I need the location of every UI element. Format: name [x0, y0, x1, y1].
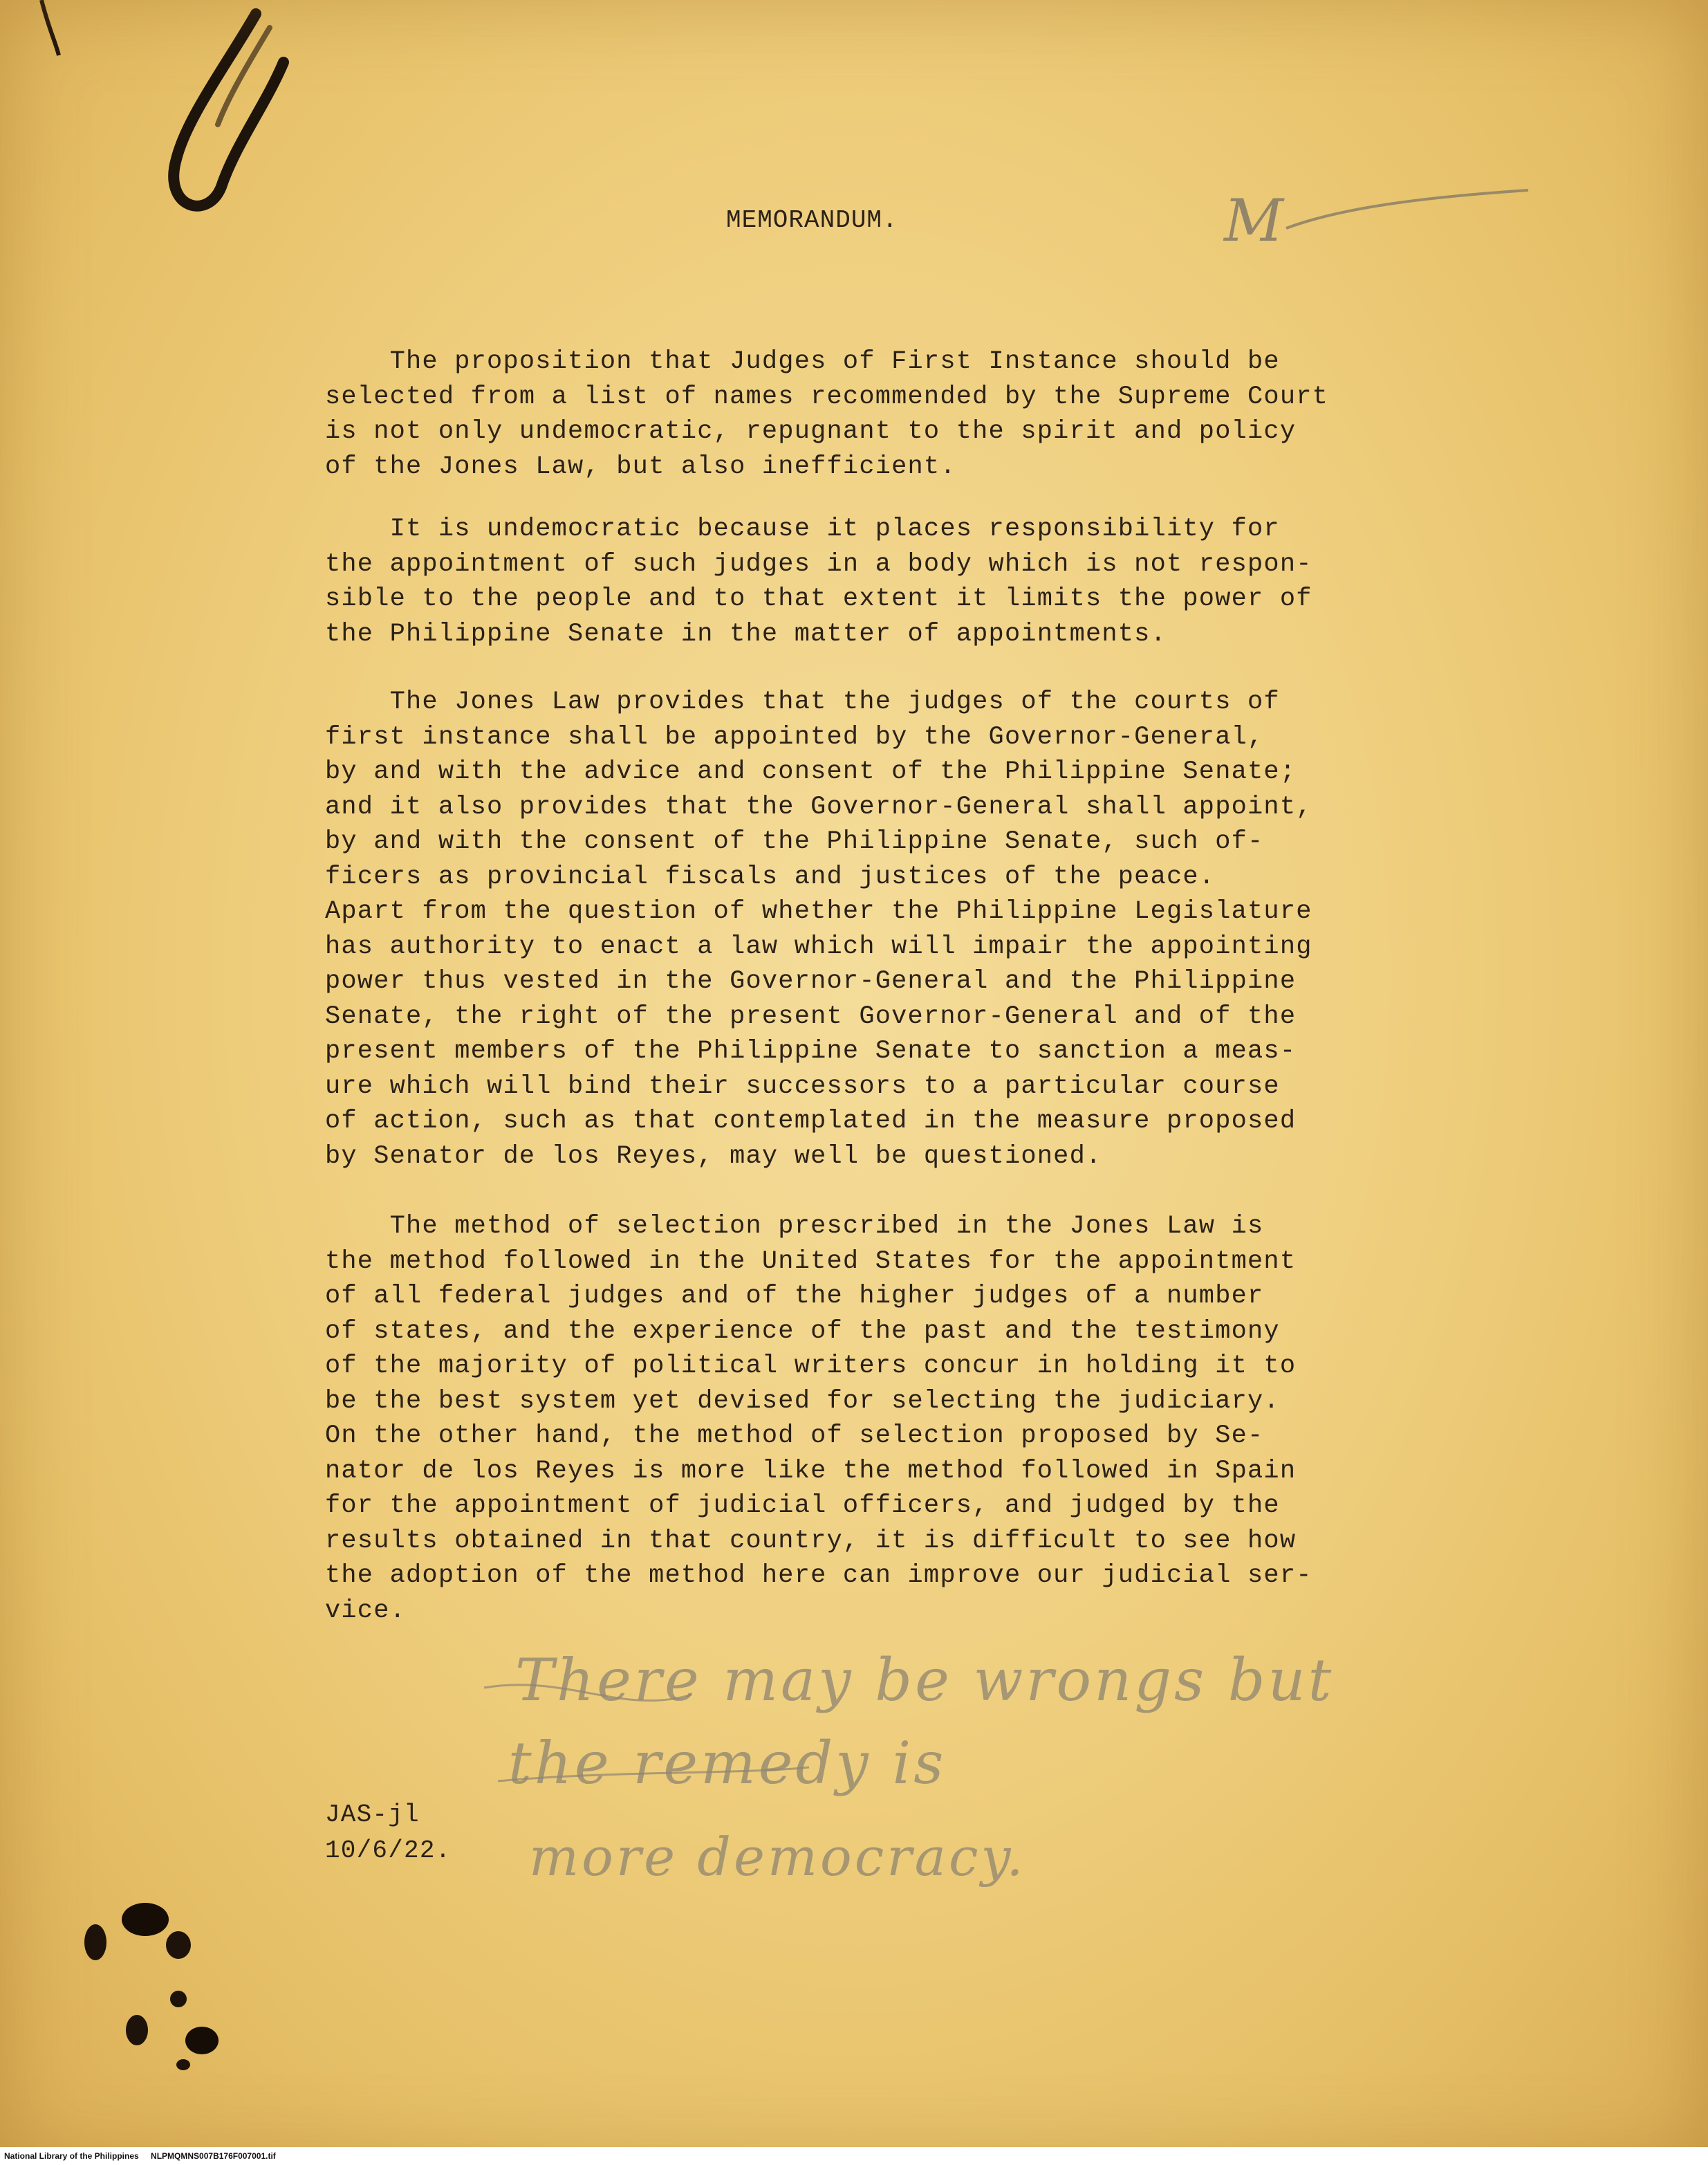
- footer-institution: National Library of the Philippines: [4, 2151, 139, 2161]
- handwritten-note-line-3: more democracy.: [529, 1826, 1026, 1888]
- handwritten-note-line-2: the remedy is: [508, 1729, 947, 1797]
- paragraph-4: The method of selection prescribed in the Jones Law is the method followed in the United States for the appointment of all federal judges and of the higher judges of a number of states, and the experience of the past and the testimony of the majority of political writers concur in holding it to be the best system yet devised for selecting the judiciary. On the other hand, the method of selection proposed by Se- nator de los Reyes is more like the method followed in Spain for the appointment of judicial officers, and judged by the results obtained in that country, it is difficult to see how the adoption of the method here can improve our judicial ser- vice.: [325, 1212, 1312, 1625]
- paragraph-1: The proposition that Judges of First Instance should be selected from a list of names recommended by the Supreme Court is not only undemocratic, repugnant to the spirit and policy of the Jones Law, but also inefficient.: [325, 347, 1329, 481]
- footer-file-id: NLPMQMNS007B176F007001.tif: [151, 2151, 276, 2161]
- paragraph-3: The Jones Law provides that the judges of the courts of first instance shall be appointed by the Governor-General, by and with the advice and consent of the Philippine Senate; and it also provides that the Governor-General shall appoint, by and with the consent of the Philippine Senate, such of- ficers as provincial fiscals and justices of the peace. Apart from the question of whether the Philippine Legislature has authority to enact a law which will impair the appointing power thus vested in the Governor-General and the Philippine Senate, the right of the present Governor-General and of the present members of the Philippine Senate to sanction a meas- ure which will bind their successors to a particular course of action, such as that contemplated in the measure proposed by Senator de los Reyes, may well be questioned.: [325, 688, 1312, 1171]
- handwritten-note-line-1: There may be wrongs but: [515, 1646, 1335, 1714]
- reference-initials-date: JAS-jl 10/6/22.: [325, 1800, 452, 1865]
- scan-footer: [0, 2147, 1708, 2165]
- paragraph-2: It is undemocratic because it places responsibility for the appointment of such judges in a body which is not respon- sible to the people and to that extent it limits the power of the Philippine Senate in the matter of appointments.: [325, 515, 1312, 649]
- handwritten-initial: M: [1224, 187, 1284, 255]
- memorandum-title: MEMORANDUM.: [726, 206, 898, 234]
